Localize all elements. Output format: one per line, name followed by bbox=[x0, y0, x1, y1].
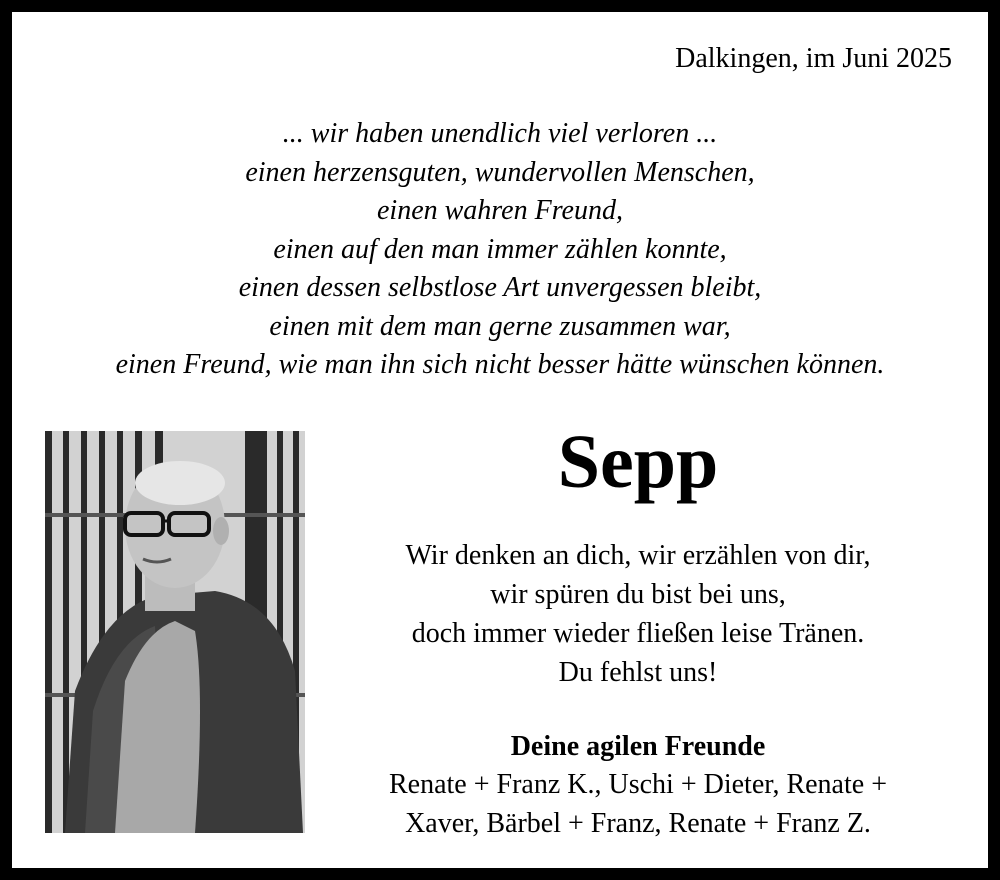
signers-title: Deine agilen Freunde bbox=[510, 731, 766, 762]
verse-line: wir spüren du bist bei uns, bbox=[490, 579, 786, 610]
poem-line: einen mit dem man gerne zusammen war, bbox=[269, 310, 731, 342]
signers-list bbox=[340, 765, 936, 843]
deceased-name: Sepp bbox=[557, 420, 719, 504]
date-line: Dalkingen, im Juni 2025 bbox=[675, 43, 952, 74]
portrait-photo bbox=[45, 431, 305, 833]
poem-line: einen Freund, wie man ihn sich nicht besser hätte wünschen können. bbox=[115, 349, 885, 380]
verse-line: doch immer wieder fließen leise Tränen. bbox=[411, 618, 865, 649]
remembrance-verse bbox=[352, 536, 924, 692]
signers-line: Xaver, Bärbel + Franz, Renate + Franz Z. bbox=[405, 808, 871, 839]
poem-line: einen dessen selbstlose Art unvergessen bleibt, bbox=[238, 272, 762, 303]
memorial-poem bbox=[12, 115, 988, 385]
poem-line: einen auf den man immer zählen konnte, bbox=[273, 233, 727, 265]
poem-line: ... wir haben unendlich viel verloren ... bbox=[282, 118, 718, 149]
obituary-notice bbox=[12, 12, 988, 868]
poem-line: einen herzensguten, wundervollen Menschen, bbox=[245, 156, 755, 188]
verse-line: Du fehlst uns! bbox=[558, 657, 718, 688]
signers-line: Renate + Franz K., Uschi + Dieter, Renate + bbox=[389, 769, 887, 800]
verse-line: Wir denken an dich, wir erzählen von dir, bbox=[405, 540, 871, 571]
portrait-illustration bbox=[45, 431, 305, 833]
poem-line: einen wahren Freund, bbox=[377, 195, 623, 226]
